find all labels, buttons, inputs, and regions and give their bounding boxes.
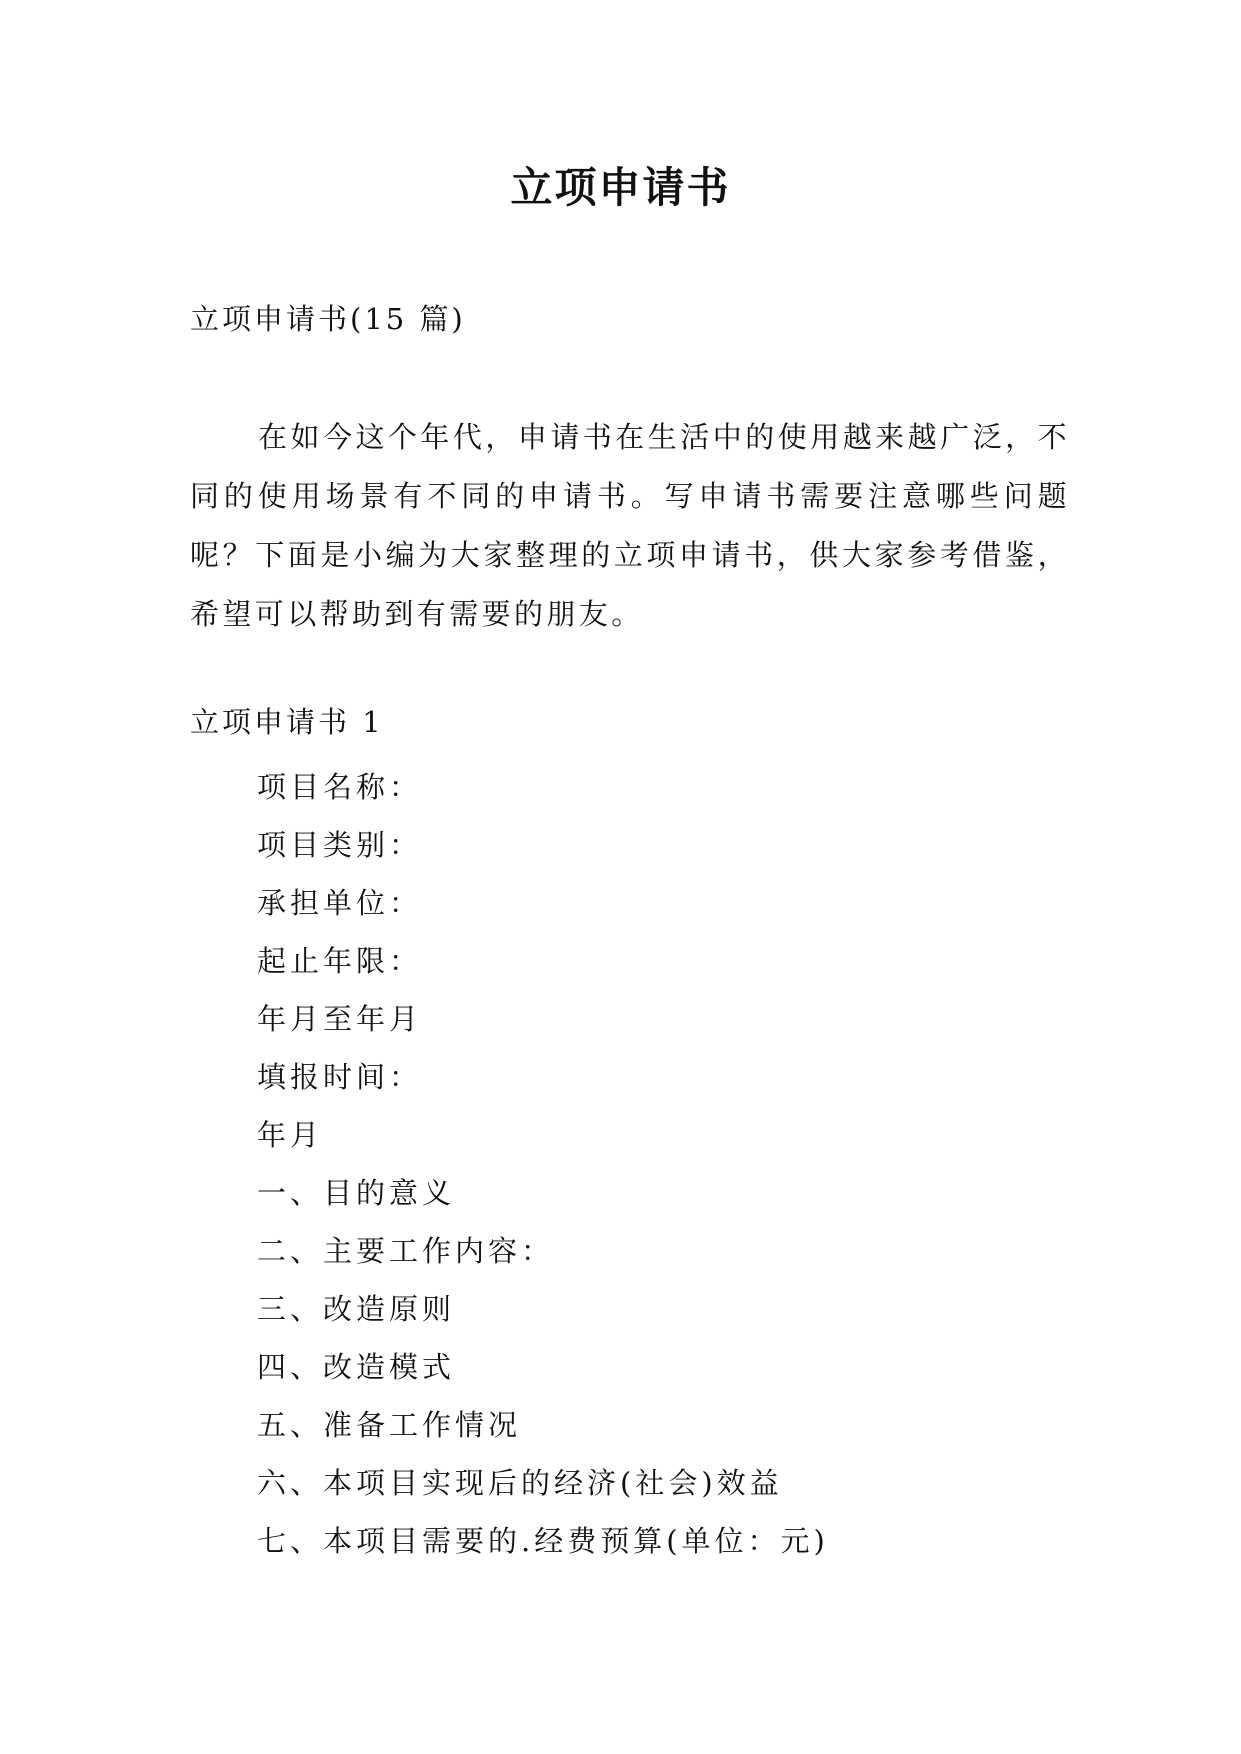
document-subtitle: 立项申请书(15 篇)	[190, 302, 466, 336]
intro-paragraph: 在如今这个年代，申请书在生活中的使用越来越广泛，不同的使用场景有不同的申请书。写申请书需要注意哪些问题呢？下面是小编为大家整理的立项申请书，供大家参考借鉴，希望可以帮助到有需要的朋友。	[190, 420, 1070, 631]
section-heading: 立项申请书 1	[190, 705, 384, 739]
form-item-list	[257, 758, 829, 1570]
list-item: 五、准备工作情况	[257, 1408, 522, 1442]
list-item: 填报时间：	[257, 1060, 423, 1094]
list-item: 六、本项目实现后的经济(社会)效益	[257, 1466, 783, 1500]
list-item: 起止年限：	[257, 944, 423, 978]
list-item: 一、目的意义	[257, 1176, 456, 1210]
list-item: 年月至年月	[257, 1002, 423, 1036]
list-item: 承担单位：	[257, 886, 423, 920]
list-item: 四、改造模式	[257, 1350, 456, 1384]
document-title: 立项申请书	[510, 163, 731, 212]
list-item: 项目名称：	[257, 770, 423, 804]
list-item: 七、本项目需要的.经费预算(单位：元)	[257, 1524, 829, 1558]
list-item: 项目类别：	[257, 828, 423, 862]
list-item: 二、主要工作内容：	[257, 1234, 555, 1268]
list-item: 年月	[257, 1118, 324, 1152]
list-item: 三、改造原则	[257, 1292, 456, 1326]
